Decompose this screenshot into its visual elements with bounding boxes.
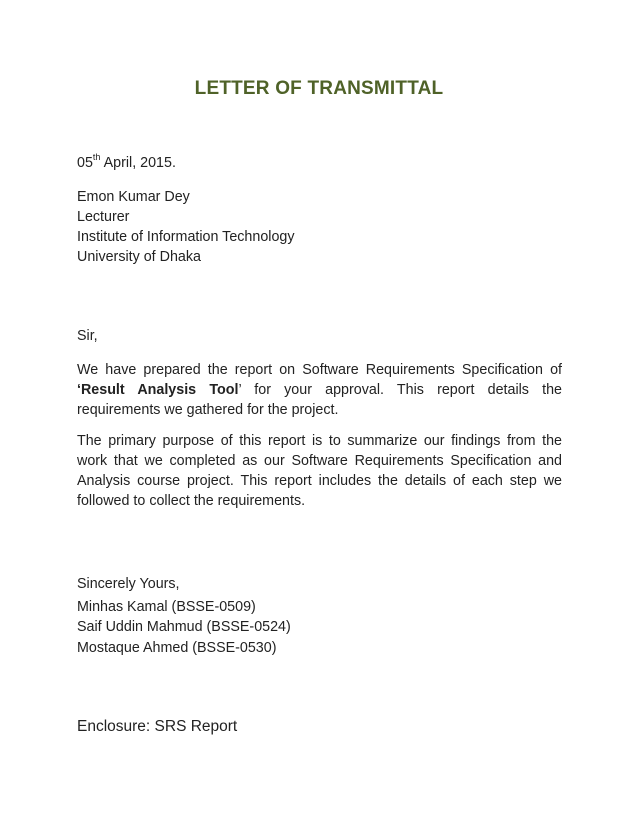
recipient-university: University of Dhaka [77, 249, 201, 265]
paragraph-1-intro: We have prepared the report on Software Requirements Specification of [77, 362, 562, 378]
signatory: Minhas Kamal (BSSE-0509) [77, 598, 256, 615]
date-rest: April, 2015. [100, 155, 176, 171]
signatory: Mostaque Ahmed (BSSE-0530) [77, 639, 277, 656]
enclosure-line: Enclosure: SRS Report [77, 718, 238, 735]
date-ordinal-suffix: th [92, 152, 101, 163]
letter-date [77, 153, 562, 173]
signatory: Saif Uddin Mahmud (BSSE-0524) [77, 619, 291, 635]
paragraph-1-rest: for your approval. This report details the requirements we gathered for the project. [77, 382, 563, 418]
recipient-address [77, 187, 562, 267]
recipient-institute: Institute of Information Technology [77, 229, 295, 245]
recipient-name: Emon Kumar Dey [77, 189, 190, 205]
recipient-position: Lecturer [77, 209, 130, 225]
date-day: 05 [77, 155, 93, 171]
closing-line: Sincerely Yours, [77, 576, 180, 592]
project-name: ‘Result Analysis Tool [77, 382, 239, 398]
paragraph-2: The primary purpose of this report is to summarize our findings from the work that we completed as our Software Requirements Specification and Analysis course project. This report includes the details of each step we followed to collect the requirements. [77, 433, 562, 509]
paragraph-1 [77, 360, 562, 420]
salutation: Sir, [77, 328, 98, 344]
closing-quote: ’ [238, 382, 242, 398]
letter-title: LETTER OF TRANSMITTAL [194, 78, 444, 99]
signature-block [77, 574, 562, 658]
